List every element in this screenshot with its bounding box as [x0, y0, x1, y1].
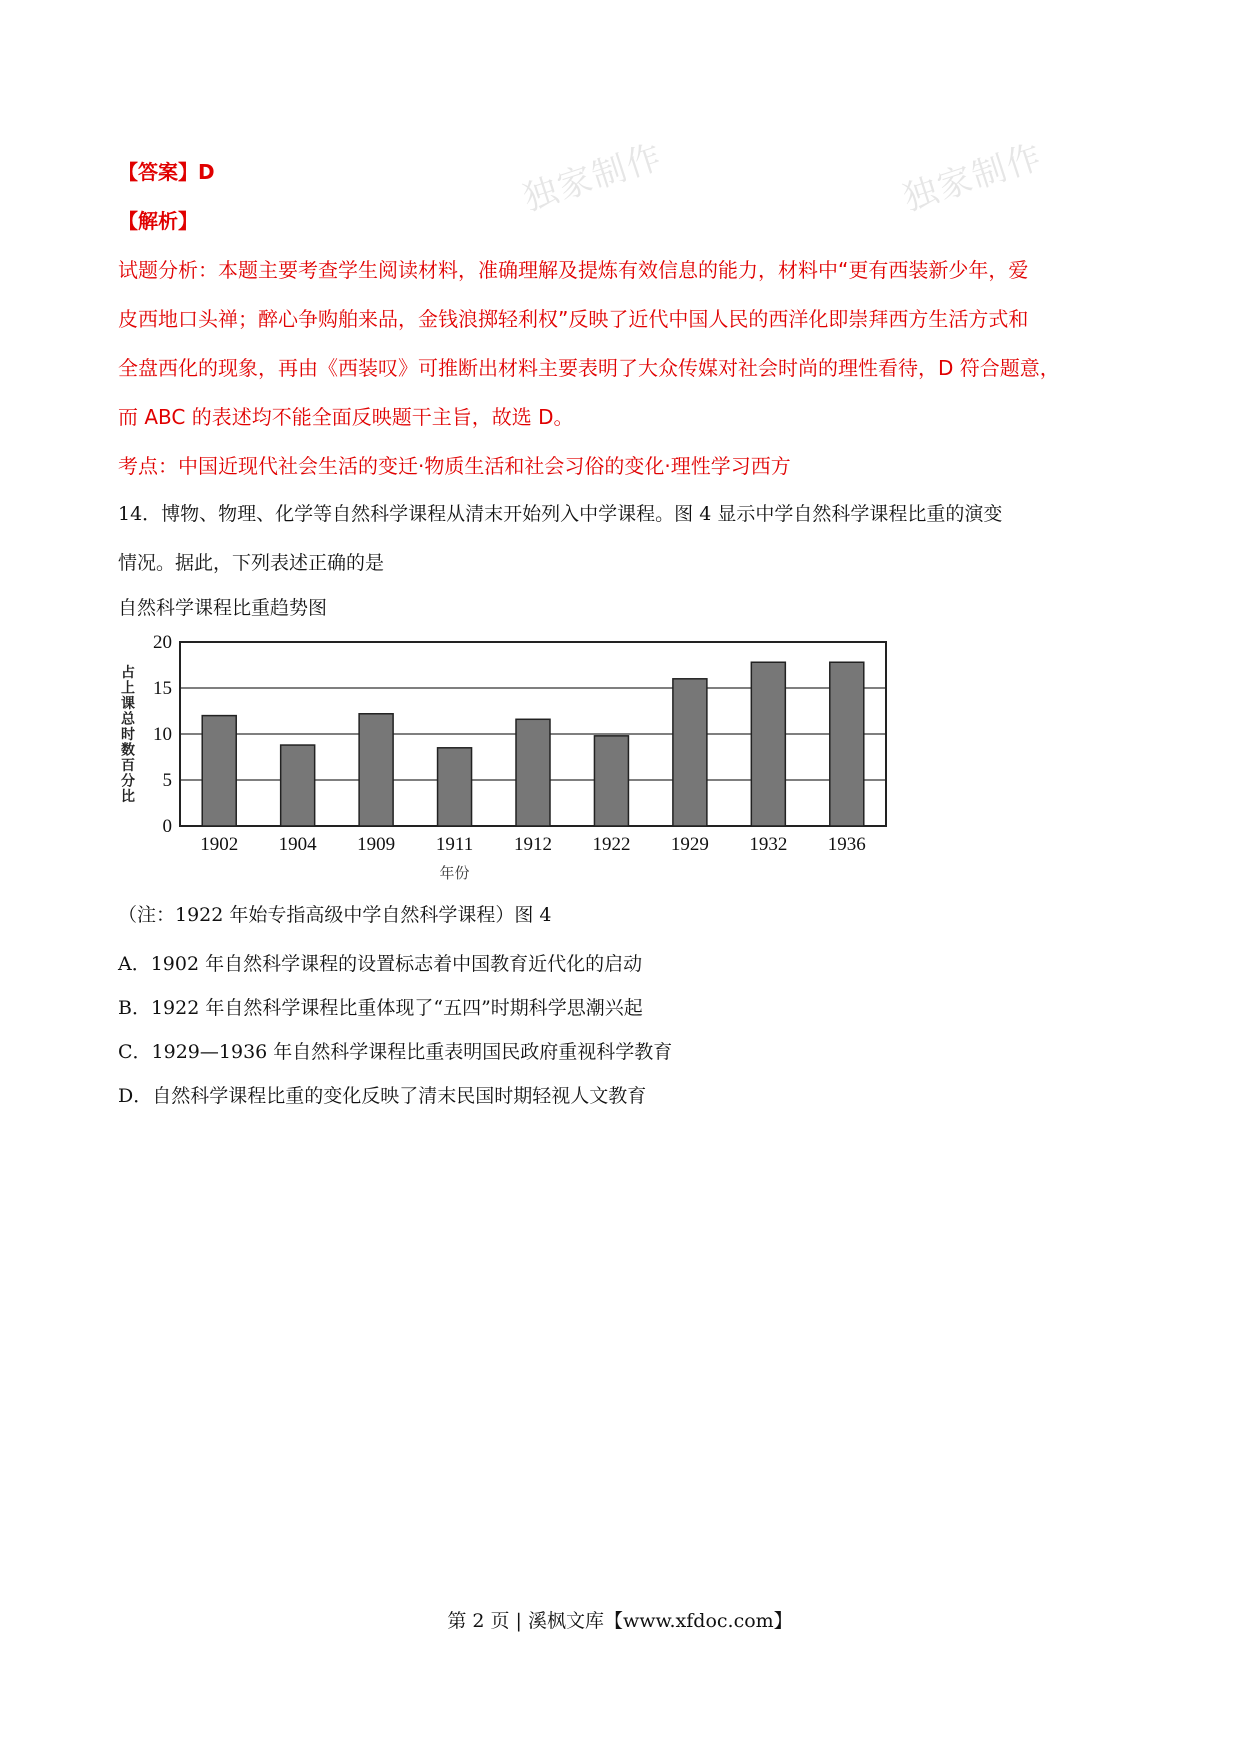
analysis-line-1: 试题分析：本题主要考查学生阅读材料，准确理解及提炼有效信息的能力，材料中“更有西装新少年，爱: [118, 258, 1029, 282]
bar-1932: [751, 662, 785, 826]
y-tick-label: 5: [162, 770, 172, 791]
x-tick-1902: 1902: [200, 834, 239, 855]
answer-label: 【答案】: [118, 160, 198, 184]
y-axis-ticks: [153, 632, 172, 837]
option-c: C．1929—1936 年自然科学课程比重表明国民政府重视科学教育: [118, 1041, 673, 1063]
option-b: B．1922 年自然科学课程比重体现了“五四”时期科学思潮兴起: [118, 997, 643, 1019]
bar-1911: [438, 748, 472, 826]
x-tick-1912: 1912: [514, 834, 552, 855]
page-footer: 第 2 页 | 溪枫文库【www.xfdoc.com】: [447, 1610, 793, 1632]
x-tick-1932: 1932: [749, 834, 788, 855]
question-line-1: 14．博物、物理、化学等自然科学课程从清末开始列入中学课程。图 4 显示中学自然科学课程比重的演变: [118, 503, 1003, 525]
analysis-line-2: 皮西地口头禅；醉心争购舶来品，金钱浪掷轻利权”反映了近代中国人民的西洋化即崇拜西方生活方式和: [118, 307, 1029, 331]
y-axis-label: [121, 664, 136, 805]
analysis-line-3: 全盘西化的现象，再由《西装叹》可推断出材料主要表明了大众传媒对社会时尚的理性看待，D 符合题意，: [118, 356, 1060, 380]
answer-line: [118, 160, 215, 184]
analysis-label: 【解析】: [118, 209, 198, 233]
x-tick-1904: 1904: [278, 834, 317, 855]
course-ratio-bar-chart: [118, 628, 888, 888]
analysis-keypoint: 考点：中国近现代社会生活的变迁·物质生活和社会习俗的变化·理性学习西方: [118, 454, 791, 478]
x-tick-1929: 1929: [670, 834, 709, 855]
bar-1912: [516, 719, 550, 826]
x-tick-1922: 1922: [592, 834, 631, 855]
question-line-2: 情况。据此，下列表述正确的是: [118, 552, 385, 574]
bar-1902: [202, 716, 236, 826]
bar-1929: [673, 679, 707, 826]
option-a: A．1902 年自然科学课程的设置标志着中国教育近代化的启动: [118, 953, 643, 975]
watermark-2: 独家制作: [898, 136, 1048, 220]
bar-1922: [594, 736, 628, 826]
watermark-1: 独家制作: [518, 136, 668, 220]
y-axis-label-text: 占上课总时数百分比: [121, 666, 135, 805]
y-tick-label: 20: [153, 632, 172, 653]
chart-note: （注：1922 年始专指高级中学自然科学课程）图 4: [118, 904, 552, 926]
y-tick-label: 10: [153, 724, 172, 745]
chart-caption: 自然科学课程比重趋势图: [118, 597, 328, 619]
bar-1936: [830, 662, 864, 826]
analysis-line-4: 而 ABC 的表述均不能全面反映题干主旨，故选 D。: [118, 405, 574, 429]
y-tick-label: 15: [153, 678, 172, 699]
y-tick-label: 0: [162, 816, 172, 837]
x-axis-ticks: [200, 834, 866, 855]
bars: [202, 662, 864, 826]
x-tick-1936: 1936: [827, 834, 866, 855]
x-tick-1911: 1911: [435, 834, 474, 855]
option-d: D．自然科学课程比重的变化反映了清末民国时期轻视人文教育: [118, 1085, 647, 1107]
bar-1904: [281, 745, 315, 826]
x-axis-label: 年份: [439, 866, 470, 882]
x-tick-1909: 1909: [357, 834, 396, 855]
bar-1909: [359, 714, 393, 826]
answer-value: D: [198, 160, 215, 184]
